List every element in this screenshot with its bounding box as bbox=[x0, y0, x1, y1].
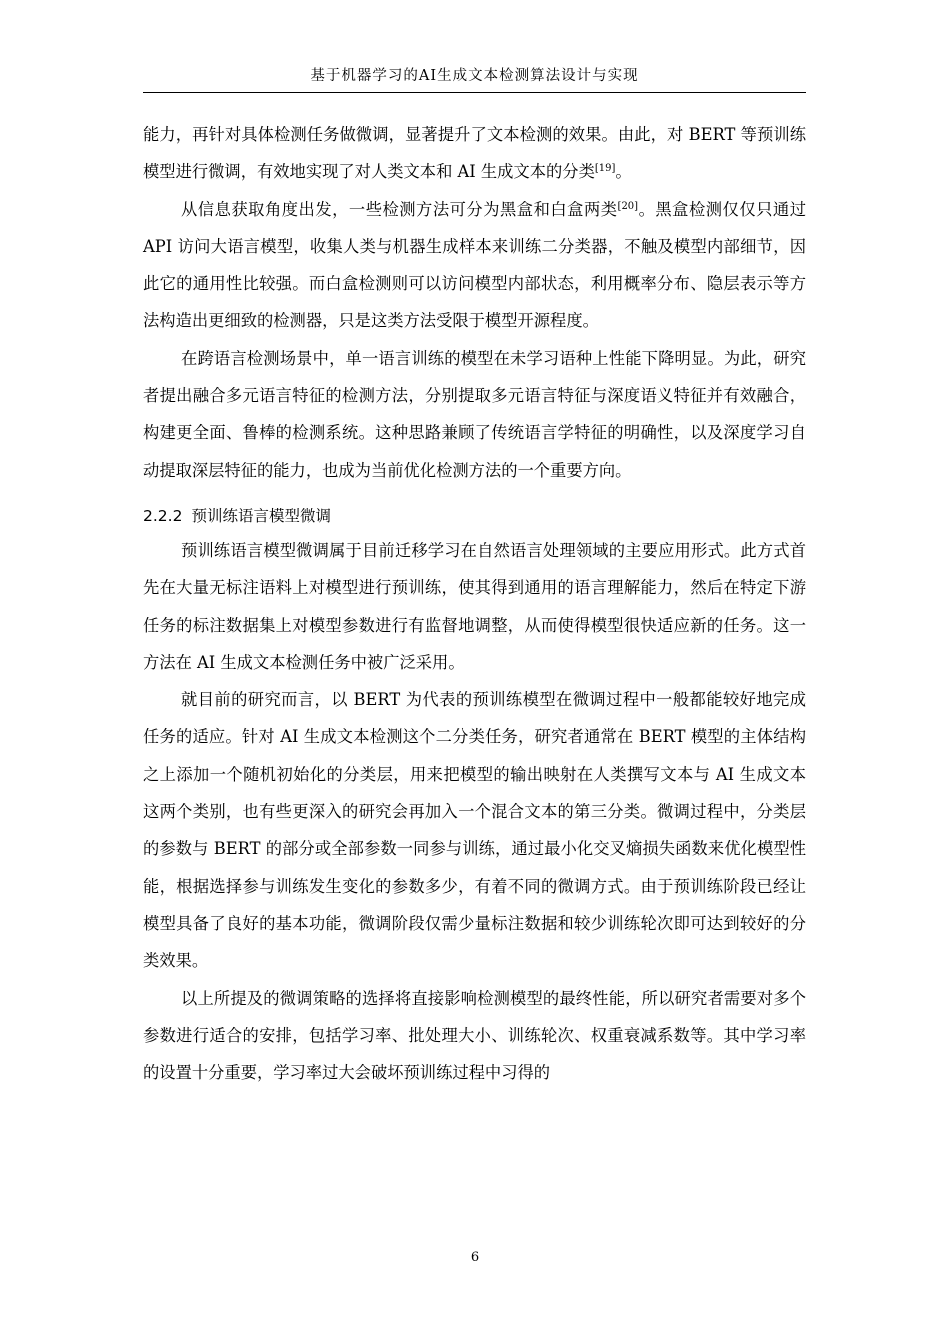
paragraph-1-text: 能力，再针对具体检测任务做微调，显著提升了文本检测的效果。由此，对 BERT 等预训练模型进行微调，有效地实现了对人类文本和 AI 生成文本的分类 bbox=[143, 125, 806, 182]
paragraph-2-text: 从信息获取角度出发，一些检测方法可分为黑盒和白盒两类 bbox=[181, 199, 618, 219]
header-rule bbox=[143, 92, 806, 93]
section-heading bbox=[143, 500, 806, 532]
paragraph-1-end: 。 bbox=[615, 162, 632, 182]
paragraph-3: 在跨语言检测场景中，单一语言训练的模型在未学习语种上性能下降明显。为此，研究者提出融合多元语言特征的检测方法，分别提取多元语言特征与深度语义特征并有效融合，构建更全面、鲁棒的检测系统。这种思路兼顾了传统语言学特征的明确性，以及深度学习自动提取深层特征的能力，也成为当前优化检测方法的一个重要方向。 bbox=[143, 348, 806, 480]
paragraph-2 bbox=[143, 191, 806, 340]
citation-20: [20] bbox=[617, 200, 639, 212]
citation-19: [19] bbox=[594, 163, 616, 175]
paragraph-1 bbox=[143, 116, 806, 191]
paragraph-5: 就目前的研究而言，以 BERT 为代表的预训练模型在微调过程中一般都能较好地完成任务的适应。针对 AI 生成文本检测这个二分类任务，研究者通常在 BERT 模型的主体结构之上添加一个随机初始化的分类层，用来把模型的输出映射在人类撰写文本与 AI 生成文本这两个类别，也有些更深入的研究会再加入一个混合文本的第三分类。微调过程中，分类层的参数与 BERT 的部分或全部参数一同参与训练，通过最小化交叉熵损失函数来优化模型性能，根据选择参与训练发生变化的参数多少，有着不同的微调方式。由于预训练阶段已经让模型具备了良好的基本功能，微调阶段仅需少量标注数据和较少训练轮次即可达到较好的分类效果。 bbox=[143, 690, 806, 971]
page-number: 6 bbox=[470, 1250, 480, 1265]
body-text bbox=[143, 116, 806, 1091]
section-title: 预训练语言模型微调 bbox=[191, 506, 331, 525]
paragraph-6: 以上所提及的微调策略的选择将直接影响检测模型的最终性能，所以研究者需要对多个参数进行适合的安排，包括学习率、批处理大小、训练轮次、权重衰减系数等。其中学习率的设置十分重要，学习率过大会破坏预训练过程中习得的 bbox=[143, 988, 806, 1083]
paragraph-4: 预训练语言模型微调属于目前迁移学习在自然语言处理领域的主要应用形式。此方式首先在大量无标注语料上对模型进行预训练，使其得到通用的语言理解能力，然后在特定下游任务的标注数据集上对模型参数进行有监督地调整，从而使得模型很快适应新的任务。这一方法在 AI 生成文本检测任务中被广泛采用。 bbox=[143, 540, 806, 672]
section-number: 2.2.2 bbox=[143, 506, 183, 525]
running-header: 基于机器学习的AI生成文本检测算法设计与实现 bbox=[310, 68, 639, 84]
paragraph-2-rest: 。黑盒检测仅仅只通过 API 访问大语言模型，收集人类与机器生成样本来训练二分类器，不触及模型内部细节，因此它的通用性比较强。而白盒检测则可以访问模型内部状态，利用概率分布、隐层表示等方法构造出更细致的检测器，只是这类方法受限于模型开源程度。 bbox=[143, 199, 806, 331]
